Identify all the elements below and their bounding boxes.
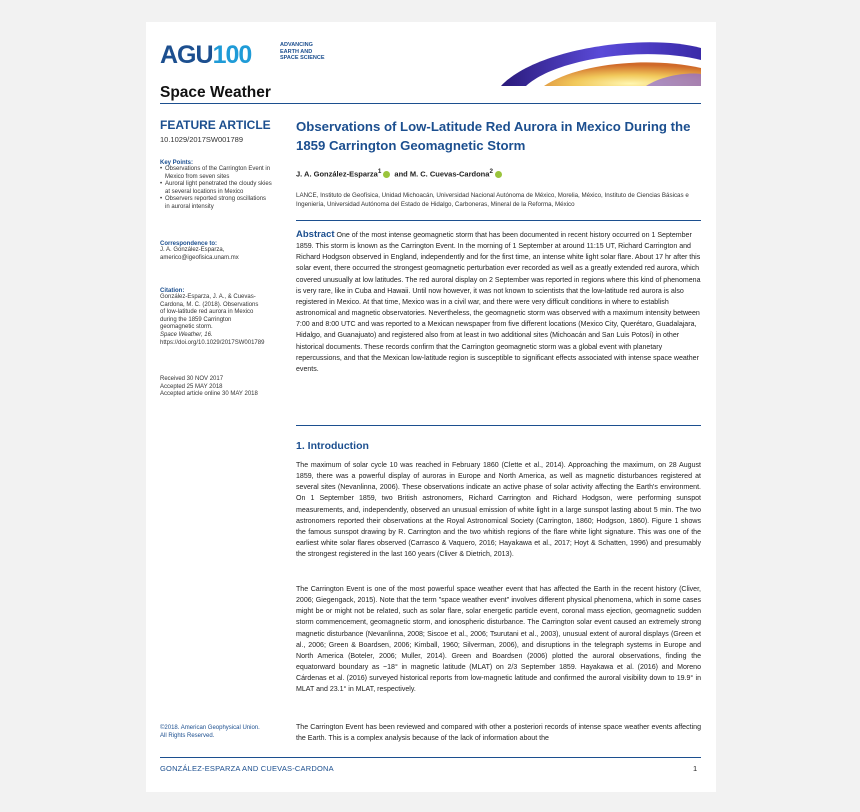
logo-tagline	[280, 42, 340, 62]
header-divider	[160, 103, 701, 104]
article-type: FEATURE ARTICLE	[160, 118, 271, 132]
key-point: • Observers reported strong oscillations in auroral intensity	[160, 196, 272, 211]
author-name: J. A. González-Esparza	[296, 169, 378, 179]
copyright-line: ©2018. American Geophysical Union.	[160, 725, 260, 731]
citation-text: González-Esparza, J. A., & Cuevas-Cardona, M. C. (2018). Observations of low-latitude red aurora in Mexico during the 1859 Carrington geomagnetic storm.	[160, 294, 259, 331]
article-doi[interactable]: 10.1029/2017SW001789	[160, 135, 243, 144]
tagline-line: EARTH AND	[280, 48, 313, 55]
key-points	[160, 160, 272, 212]
citation-journal: Space Weather, 16.	[160, 331, 213, 338]
article-dates	[160, 376, 272, 399]
body-paragraph: The Carrington Event is one of the most powerful space weather event that has affected the Earth in the recent history (Cliver, 2006; Giegengack, 2015). Note that the term "space weather event" involves different physical phenomena, which in some cases might be or might not be related, such as solar flare, solar energetic particle event, coronal mass ejection, geomagnetic sudden storm commencement, geomagnetic storm, and ionospheric disturbance. The Carrington solar event caused an extremely strong magnetic disturbance (Nevanlinna, 2008; Siscoe et al., 2006; Tsurutani et al., 2003), unusual extent of auroral displays (Green et al., 2006; Green & Boardsen, 2006; Kimball, 1960; Silverman, 2006), and disruptions in the telegraph systems in Europe and North America (Boteler, 2006; Muller, 2014). Green and Boardsen (2006) plotted the auroral observations, finding the equatorward boundary as ~18° in magnetic latitude (MLAT) on 2/3 September 1859. Hayakawa et al. (2016) and Moreno Cárdenas et al. (2016) surveyed historical reports from low-magnetic latitude and confirmed the auroral visibility down to 19.9° in MLAT and 23.1° in MLAT, respectively.	[296, 586, 701, 694]
correspondence-email[interactable]: americo@igeofisica.unam.mx	[160, 254, 239, 261]
orcid-icon[interactable]	[383, 171, 390, 178]
key-points-heading: Key Points:	[160, 160, 194, 166]
agu-logo	[160, 41, 251, 70]
tagline-line: SPACE SCIENCE	[280, 55, 325, 61]
body-paragraph: The Carrington Event has been reviewed and compared with other a posteriori records of intense space weather events affecting the Earth. This is a complex analysis because of the lack of information about the	[296, 724, 701, 743]
abstract	[296, 229, 701, 375]
orcid-icon[interactable]	[495, 171, 502, 178]
affiliations: LANCE, Instituto de Geofísica, Unidad Michoacán, Universidad Nacional Autónoma de México, Morelia, México, Instituto de Ciencias Básicas e Ingeniería, Universidad Autónoma del Estado de Hidalgo, Carboneras, Mineral de la Reforma, México	[296, 192, 689, 208]
author-list	[296, 168, 504, 179]
abstract-label: Abstract	[296, 229, 335, 240]
copyright	[160, 724, 280, 740]
journal-name: Space Weather	[160, 84, 271, 101]
copyright-line: All Rights Reserved.	[160, 733, 215, 739]
abstract-text: One of the most intense geomagnetic storm that has been documented in recent history occurred on 1 September 1859. This storm is known as the Carrington Event. In the morning of 1 September at around 11:15 UT, Richard Carrington and Richard Hodgson observed in England, independently and for the first time, an intense white light solar flare. About 17 hr after this solar event, there occurred the strongest geomagnetic perturbation ever recorded as well as a greatly extended red aurora, which covered unusually at low latitudes. The red auroral display on 2 September was reported in regions where this kind of phenomena is very rare, like in Cuba and Hawaii. Until now however, it was not known to scientists that the low-latitude red aurora is also registered in Mexico. At that time, Mexico was in a civil war, and there were very difficult conditions in where to establish astronomical and magnetic observatories. Nevertheless, the geomagnetic storm was observed with a maximum intensity between 7:00 and 8:00 UTC and was reported to a Mexican newspaper from five different locations (Mexico City, Querétaro, Guadalajara, Hidalgo, and Guanajuato) and registered also from at least in two additional sites (Michoacán and San Luis Potosí) in other historical documents. These records confirm that the Carrington geomagnetic storm was a global event with planetary repercussions, and that the Mexican low-latitude region is susceptible to significant effects associated with intense space weather events.	[296, 232, 701, 373]
aurora-banner-image	[496, 38, 701, 86]
page-number: 1	[693, 764, 698, 773]
key-points-list	[160, 166, 272, 212]
correspondence-name: J. A. González-Esparza,	[160, 247, 225, 253]
affiliation-marker: 1	[377, 168, 382, 175]
tagline-line: ADVANCING	[280, 42, 313, 48]
article-page	[146, 22, 716, 792]
correspondence	[160, 241, 272, 262]
body-paragraph: The maximum of solar cycle 10 was reached in February 1860 (Clette et al., 2014). Approaching the maximum, on 28 August 1859, there was a powerful display of auroras in Europe and North America, as well as magnetic disturbances registered at several sites (Nevanlinna, 2006). These observations indicate an active phase of solar activity affecting the Earth's environment. On 1 September 1859, two British astronomers, Richard Carrington and Richard Hodgson, were performing sunspot measurements, and, independently, observed an unusual emission of white light in a large sunspot lasting about 5 min. The two astronomers reported their observations at the Royal Astronomical Society (Carrington, 1860; Hodgson, 1860). Figure 1 shows the famous sunspot drawing by R. Carrington and the two whitish regions of the flare white light signature. This was one of the earliest white solar flares observed (Carrasco & Vaquero, 2016; Hayakawa et al., 2017; Hoyt & Schatten, 1996) and presumably the strongest registered in the last 160 years (Cliver & Dietrich, 2013).	[296, 462, 701, 559]
citation	[160, 288, 272, 347]
correspondence-heading: Correspondence to:	[160, 241, 218, 247]
logo-text: AGU	[160, 41, 213, 69]
citation-heading: Citation:	[160, 288, 185, 294]
accepted-date: Accepted 25 MAY 2018	[160, 383, 223, 390]
article-title: Observations of Low-Latitude Red Aurora in Mexico During the 1859 Carrington Geomagnetic Storm	[296, 119, 691, 153]
footer-divider	[160, 757, 701, 758]
section-heading: 1. Introduction	[296, 440, 369, 452]
citation-doi[interactable]: https://doi.org/10.1029/2017SW001789	[160, 339, 265, 346]
abstract-bottom-divider	[296, 425, 701, 426]
online-date: Accepted article online 30 MAY 2018	[160, 391, 258, 398]
logo-number: 100	[212, 41, 252, 69]
affiliation-marker: 2	[489, 168, 493, 175]
author-name: and M. C. Cuevas-Cardona	[394, 169, 490, 179]
key-point: • Observations of the Carrington Event in Mexico from seven sites	[160, 166, 272, 181]
received-date: Received 30 NOV 2017	[160, 376, 224, 382]
running-head: GONZÁLEZ-ESPARZA AND CUEVAS-CARDONA	[160, 764, 334, 773]
abstract-top-divider	[296, 220, 701, 221]
key-point: • Auroral light penetrated the cloudy skies at several locations in Mexico	[160, 181, 272, 196]
